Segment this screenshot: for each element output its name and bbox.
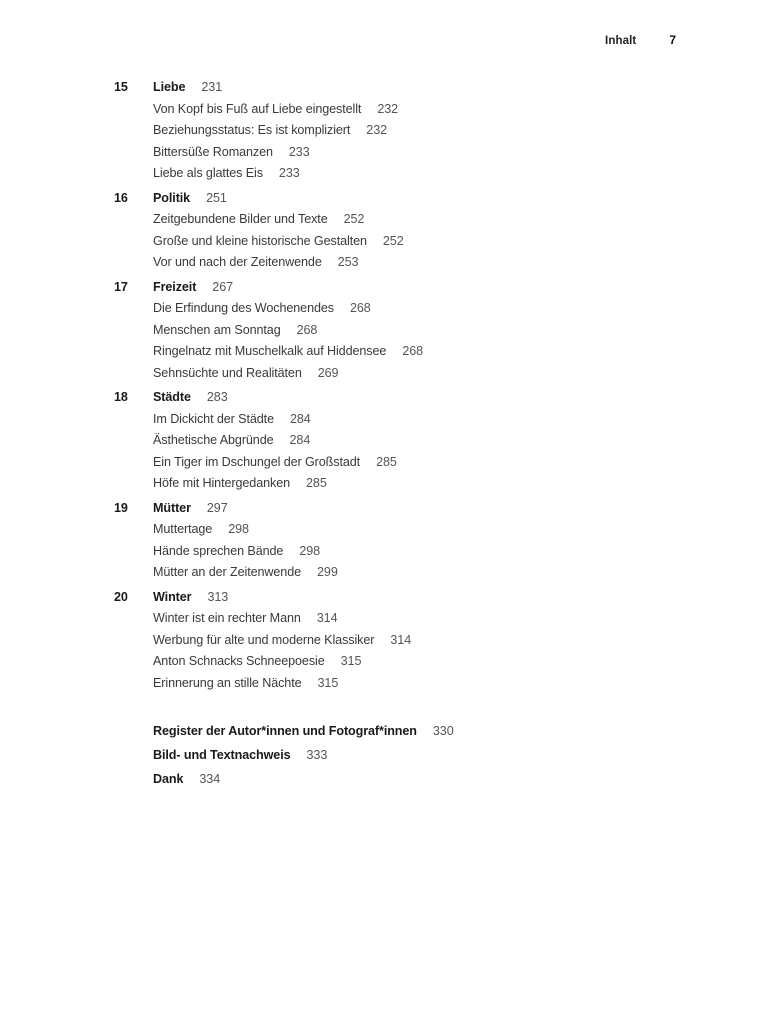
entry-page-number: 233 [288,144,310,159]
chapter-number: 17 [114,279,128,294]
entry-page-number: 284 [289,433,311,448]
backmatter-title: Register der Autor*innen und Fotograf*innen [153,723,417,738]
toc-entry-row [114,519,725,541]
toc-entry-row [114,163,725,185]
toc-entry-row [114,120,725,142]
entry-title: Im Dickicht der Städte [153,411,274,426]
toc-chapter [114,387,725,495]
chapter-entries [114,608,725,694]
entry-title: Ästhetische Abgründe [153,433,274,448]
toc-entry-row [114,142,725,164]
toc-entry-row [114,341,725,363]
chapter-page-number: 297 [206,500,228,515]
chapter-page-number: 267 [212,279,234,294]
entry-title: Ein Tiger im Dschungel der Großstadt [153,454,361,469]
running-header-page-number: 7 [669,33,676,47]
backmatter-row [114,719,725,743]
entry-title: Zeitgebundene Bilder und Texte [153,212,328,227]
entry-page-number: 298 [299,543,321,558]
entry-page-number: 268 [296,322,318,337]
entry-page-number: 232 [377,101,399,116]
entry-page-number: 315 [317,676,339,690]
chapter-page-number: 251 [206,190,227,205]
chapter-entries [114,298,725,384]
toc-entry-row [114,363,725,385]
entry-page-number: 315 [340,654,362,669]
chapter-heading-row [114,277,725,299]
entry-page-number: 314 [316,611,338,626]
chapter-page-number: 231 [201,80,223,94]
entry-title: Große und kleine historische Gestalten [153,233,367,248]
entry-page-number: 285 [376,454,397,469]
entry-page-number: 314 [390,632,412,647]
entry-title: Winter ist ein rechter Mann [153,611,301,626]
backmatter-title: Bild- und Textnachweis [153,747,291,762]
backmatter-title: Dank [153,771,184,786]
entry-page-number: 252 [382,233,404,248]
entry-title: Werbung für alte und moderne Klassiker [153,632,375,647]
chapter-number: 20 [114,589,128,604]
toc-backmatter [114,719,725,791]
entry-title: Mütter an der Zeitenwende [153,565,302,580]
toc-entry-row [114,541,725,563]
entry-title: Die Erfindung des Wochenendes [153,301,334,316]
entry-page-number: 269 [317,365,339,380]
chapter-entries [114,209,725,274]
toc-entry-row [114,562,725,584]
entry-page-number: 252 [343,212,365,227]
entry-title: Ringelnatz mit Muschelkalk auf Hiddensee [153,344,387,359]
toc-entry-row [114,452,725,474]
toc-entry-row [114,473,725,495]
chapter-title: Mütter [153,500,191,515]
chapter-heading-row [114,188,725,210]
toc-chapter [114,587,725,695]
toc-entry-row [114,320,725,342]
entry-title: Sehnsüchte und Realitäten [153,365,302,380]
toc-entry-row [114,252,725,274]
chapter-number: 18 [114,390,128,405]
toc-entry-row [114,651,725,673]
backmatter-row [114,743,725,767]
running-header-title: Inhalt [605,35,637,47]
toc-chapter [114,498,725,584]
chapter-number: 16 [114,190,128,205]
entry-title: Beziehungsstatus: Es ist kompliziert [153,123,351,138]
toc-entry-row [114,298,725,320]
chapter-heading-row [114,587,725,609]
chapter-title: Liebe [153,80,186,94]
entry-page-number: 253 [337,255,359,270]
entry-page-number: 299 [317,565,338,580]
toc-entry-row [114,231,725,253]
running-header [605,33,676,47]
toc-chapters [114,77,725,695]
entry-title: Von Kopf bis Fuß auf Liebe eingestellt [153,101,362,116]
entry-title: Bittersüße Romanzen [153,144,273,159]
entry-page-number: 285 [306,476,327,491]
entry-page-number: 268 [350,301,371,316]
toc-entry-row [114,409,725,431]
toc-entry-row [114,630,725,652]
chapter-heading-row [114,387,725,409]
chapter-title: Städte [153,390,191,405]
chapter-page-number: 313 [207,589,229,604]
chapter-title: Politik [153,190,191,205]
toc-entry-row [114,608,725,630]
entry-page-number: 268 [402,344,424,359]
backmatter-page-number: 334 [199,771,221,786]
entry-page-number: 298 [228,522,249,537]
entry-page-number: 232 [366,123,388,138]
entry-title: Hände sprechen Bände [153,543,284,558]
chapter-title: Freizeit [153,279,197,294]
toc-entry-row [114,673,725,695]
backmatter-page-number: 330 [432,723,454,738]
entry-title: Anton Schnacks Schneepoesie [153,654,325,669]
chapter-title: Winter [153,589,192,604]
chapter-entries [114,409,725,495]
toc-entry-row [114,430,725,452]
entry-title: Menschen am Sonntag [153,322,281,337]
entry-title: Höfe mit Hintergedanken [153,476,291,491]
entry-title: Muttertage [153,522,213,537]
entry-title: Erinnerung an stille Nächte [153,676,302,690]
toc-entry-row [114,99,725,121]
chapter-number: 15 [114,80,128,94]
chapter-heading-row [114,498,725,520]
toc-entry-row [114,209,725,231]
entry-page-number: 284 [289,411,311,426]
chapter-entries [114,99,725,185]
toc-chapter [114,77,725,185]
toc-chapter [114,277,725,385]
chapter-heading-row [114,77,725,99]
toc-chapter [114,188,725,274]
entry-title: Liebe als glattes Eis [153,166,263,181]
backmatter-row [114,767,725,791]
entry-page-number: 233 [278,166,300,181]
backmatter-page-number: 333 [306,747,328,762]
entry-title: Vor und nach der Zeitenwende [153,255,322,270]
chapter-page-number: 283 [206,390,228,405]
table-of-contents [114,77,725,791]
chapter-number: 19 [114,500,128,515]
chapter-entries [114,519,725,584]
